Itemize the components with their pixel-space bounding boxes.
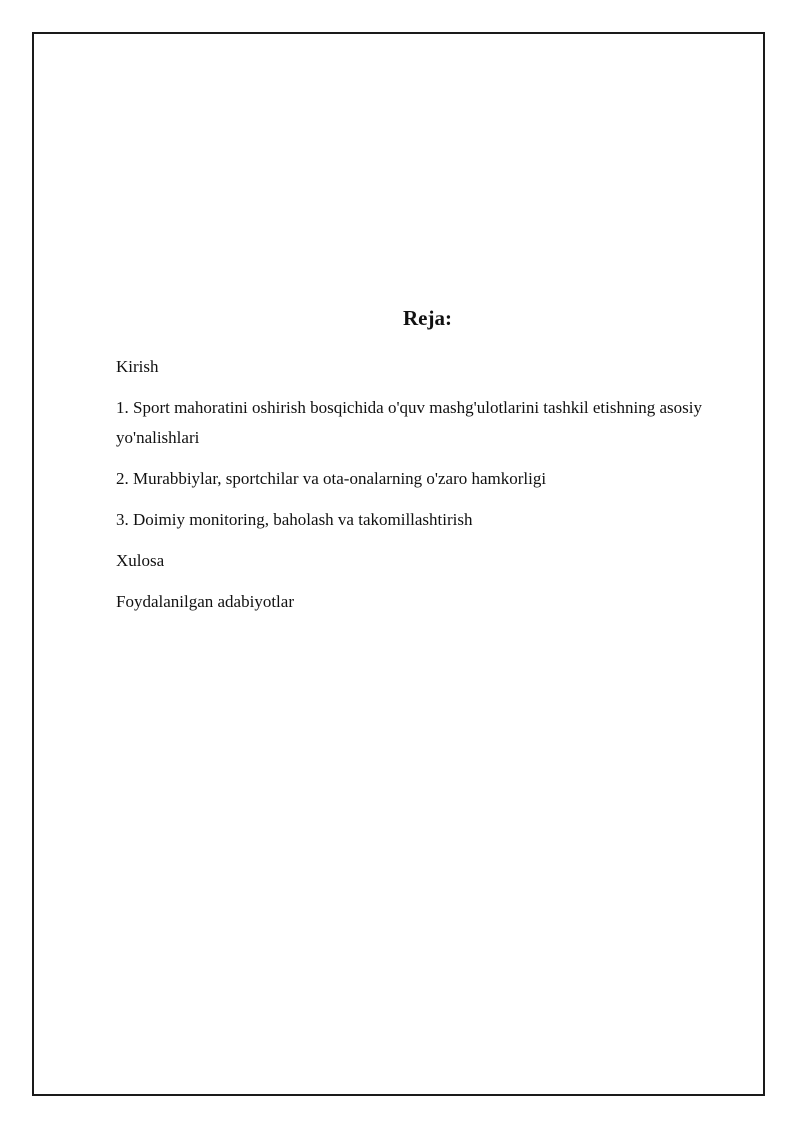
toc-item-3: 3. Doimiy monitoring, baholash va takomillashtirish xyxy=(116,510,473,529)
toc-item-2: 2. Murabbiylar, sportchilar va ota-onalarning o'zaro hamkorligi xyxy=(116,469,547,488)
page-border xyxy=(32,32,765,1096)
table-of-contents xyxy=(116,352,726,628)
toc-item-conclusion: Xulosa xyxy=(116,551,165,570)
toc-item-introduction: Kirish xyxy=(116,357,159,376)
page-title: Reja: xyxy=(403,306,452,330)
toc-item-1: 1. Sport mahoratini oshirish bosqichida o'quv mashg'ulotlarini tashkil etishning asosiy yo'nalishlari xyxy=(116,398,702,447)
toc-item-references: Foydalanilgan adabiyotlar xyxy=(116,592,294,611)
